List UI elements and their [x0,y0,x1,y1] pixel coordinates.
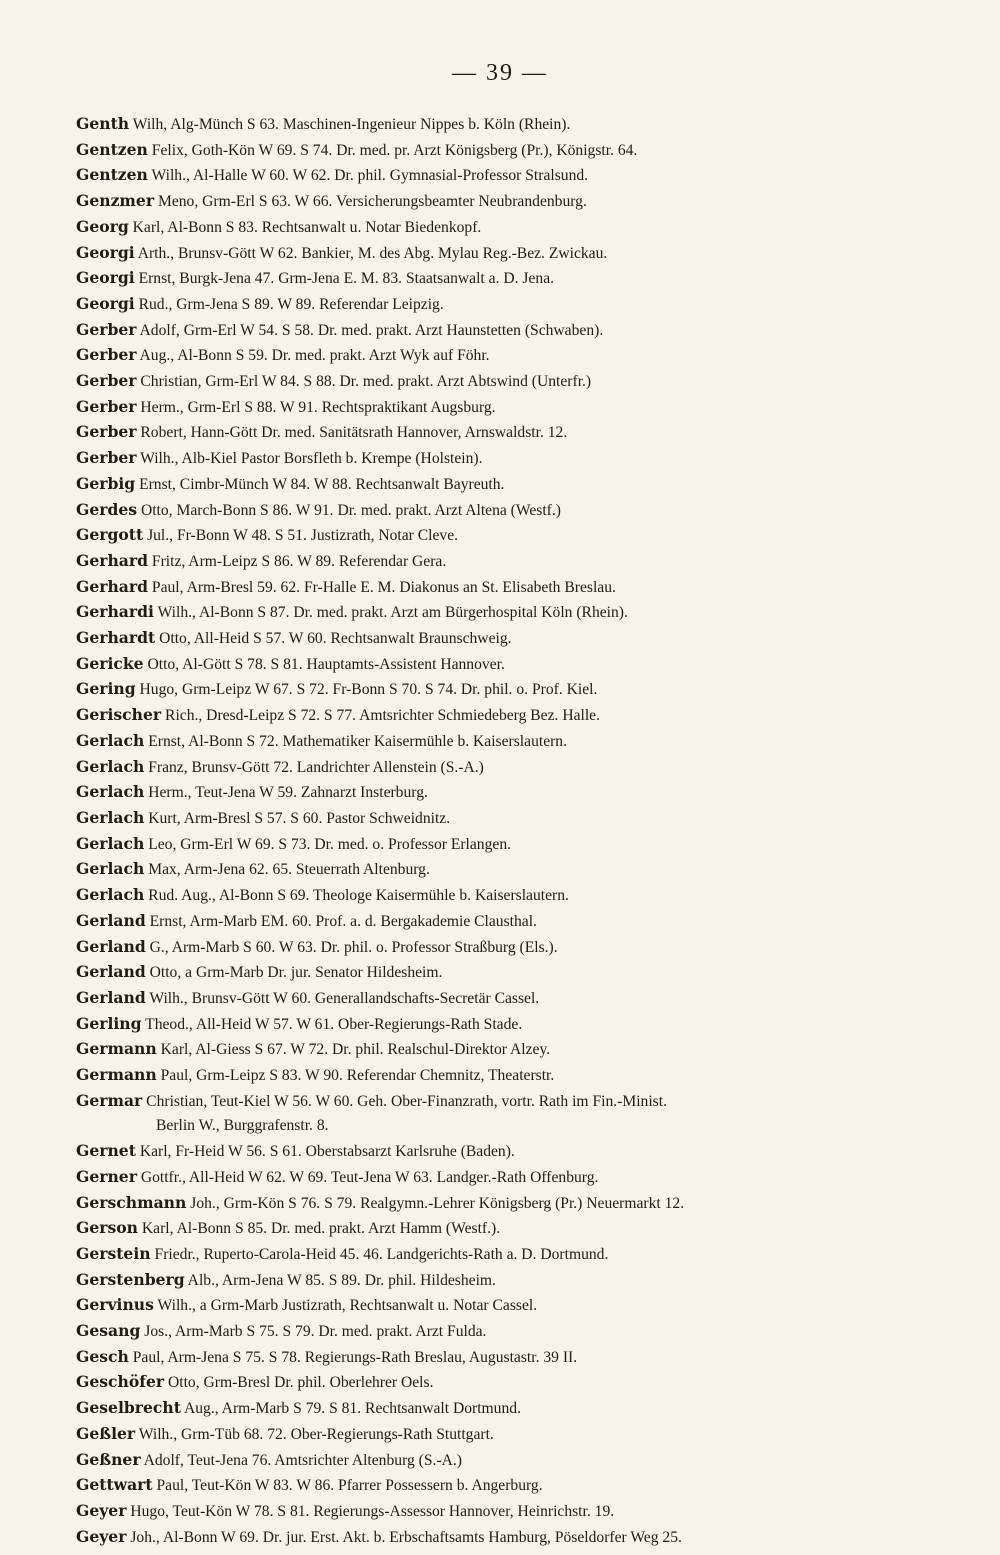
entry-details: Wilh., Brunsv-Gött W 60. Generallandschafts-Secretär Cassel. [145,989,540,1007]
register-entry [76,266,936,292]
register-entry [76,883,936,909]
register-entry [76,343,936,369]
entry-surname: Gesch [76,1346,129,1366]
entry-details: Karl, Al-Bonn S 83. Rechtsanwalt u. Notar Biedenkopf. [128,218,482,236]
entry-details: Arth., Brunsv-Gött W 62. Bankier, M. des Abg. Mylau Reg.-Bez. Zwickau. [134,244,608,262]
register-entry [76,215,936,241]
entry-details: Adolf, Teut-Jena 76. Amtsrichter Altenburg (S.-A.) [140,1451,462,1469]
entry-details: Paul, Arm-Jena S 75. S 78. Regierungs-Rath Breslau, Augustastr. 39 II. [128,1348,578,1366]
register-entry [76,780,936,806]
entry-details: Rich., Dresd-Leipz S 72. S 77. Amtsrichter Schmiedeberg Bez. Halle. [161,707,600,725]
entry-details: Aug., Al-Bonn S 59. Dr. med. prakt. Arzt Wyk auf Föhr. [136,347,490,365]
entry-details: Wilh., Grm-Tüb 68. 72. Ober-Regierungs-Rath Stuttgart. [135,1425,494,1443]
entry-surname: Gerstenberg [76,1269,185,1289]
register-entry [76,1319,936,1345]
entry-details: Herm., Grm-Erl S 88. W 91. Rechtspraktikant Augsburg. [136,398,496,416]
register-entry [76,395,936,421]
register-entry [76,1242,936,1268]
entry-surname: Gerstein [76,1243,151,1263]
entry-details: Jos., Arm-Marb S 75. S 79. Dr. med. prakt. Arzt Fulda. [140,1323,487,1341]
entry-details: Gottfr., All-Heid W 62. W 69. Teut-Jena W 63. Landger.-Rath Offenburg. [136,1168,599,1186]
entry-surname: Germar [76,1090,143,1110]
entry-continuation [76,1114,936,1139]
entry-details: Aug., Arm-Marb S 79. S 81. Rechtsanwalt Dortmund. [180,1400,521,1418]
entry-surname: Genth [76,114,130,133]
register-entry [76,600,936,626]
entry-details: Joh., Grm-Kön S 76. S 79. Realgymn.-Lehrer Königsberg (Pr.) Neuermarkt 12. [186,1194,685,1212]
entry-surname: Germann [76,1039,157,1059]
entry-surname: Geselbrecht [76,1398,181,1418]
register-entry [76,112,936,138]
register-entry [76,1139,936,1165]
entry-surname: Geßler [76,1423,136,1443]
entry-details: Otto, March-Bonn S 86. W 91. Dr. med. prakt. Arzt Altena (Westf.) [137,501,561,519]
register-entry [76,652,936,678]
register-entry [76,318,936,344]
entry-surname: Gerlach [76,756,145,776]
register-entry [76,909,936,935]
entry-details: Fritz, Arm-Leipz S 86. W 89. Referendar Gera. [148,552,447,570]
entry-surname: Germann [76,1065,157,1085]
entry-surname: Georgi [76,268,135,288]
entry-surname: Gerber [76,319,137,339]
entry-details: Karl, Fr-Heid W 56. S 61. Oberstabsarzt Karlsruhe (Baden). [135,1143,515,1161]
entry-details: Otto, a Grm-Marb Dr. jur. Senator Hildesheim. [145,964,443,982]
register-entry [76,1165,936,1191]
register-entry [76,446,936,472]
entry-surname: Gernet [76,1141,136,1161]
entry-surname: Gerber [76,371,137,391]
register-entry [76,1396,936,1422]
entry-details: Otto, Al-Gött S 78. S 81. Hauptamts-Assistent Hannover. [143,655,505,673]
entry-details: Felix, Goth-Kön W 69. S 74. Dr. med. pr. Arzt Königsberg (Pr.), Königstr. 64. [147,141,638,159]
register-entry [76,935,936,961]
entry-details: Max, Arm-Jena 62. 65. Steuerrath Altenburg. [144,861,430,879]
entry-surname: Gerland [76,962,146,982]
register-entry [76,189,936,215]
entry-details: Otto, All-Heid S 57. W 60. Rechtsanwalt Braunschweig. [155,630,512,648]
register-entry [76,241,936,267]
entry-details: Ernst, Al-Bonn S 72. Mathematiker Kaisermühle b. Kaiserslautern. [144,732,568,750]
entry-details: Christian, Grm-Erl W 84. S 88. Dr. med. prakt. Arzt Abtswind (Unterfr.) [136,373,592,391]
entry-surname: Georgi [76,242,135,262]
register-entry [76,857,936,883]
register-entry [76,420,936,446]
register-entry [76,755,936,781]
entry-details: Karl, Al-Giess S 67. W 72. Dr. phil. Realschul-Direktor Alzey. [156,1041,551,1059]
entry-surname: Gerson [76,1218,138,1238]
entry-details: Alb., Arm-Jena W 85. S 89. Dr. phil. Hildesheim. [184,1271,496,1289]
entry-surname: Gerlach [76,833,145,853]
entry-surname: Georg [76,216,129,236]
entry-surname: Gerlach [76,730,145,750]
register-entry [76,1089,936,1115]
entry-details: Jul., Fr-Bonn W 48. S 51. Justizrath, Notar Cleve. [143,527,459,545]
register-entry [76,369,936,395]
register-entry [76,138,936,164]
entry-details: Karl, Al-Bonn S 85. Dr. med. prakt. Arzt Hamm (Westf.). [137,1220,501,1238]
register-entry [76,472,936,498]
register-entry [76,292,936,318]
entry-surname: Gerlach [76,885,145,905]
entry-details: Theod., All-Heid W 57. W 61. Ober-Regierungs-Rath Stade. [141,1015,523,1033]
entry-surname: Gentzen [76,139,148,159]
entry-details: Herm., Teut-Jena W 59. Zahnarzt Insterburg. [144,784,428,802]
entry-surname: Gesang [76,1321,141,1341]
entry-details: Adolf, Grm-Erl W 54. S 58. Dr. med. prakt. Arzt Haunstetten (Schwaben). [136,321,604,339]
register-entry [76,1063,936,1089]
entry-details: Leo, Grm-Erl W 69. S 73. Dr. med. o. Professor Erlangen. [144,835,512,853]
entry-surname: Geßner [76,1449,141,1469]
entry-surname: Gerber [76,345,137,365]
register-entry [76,832,936,858]
entry-surname: Gerbig [76,473,136,493]
register-entry [76,1422,936,1448]
entry-surname: Gentzen [76,165,148,185]
register-entry [76,1345,936,1371]
register-entry [76,1216,936,1242]
register-entries [76,112,936,1550]
entry-surname: Gerber [76,396,137,416]
entry-details: Otto, Grm-Bresl Dr. phil. Oberlehrer Oels. [164,1374,434,1392]
entry-details: Christian, Teut-Kiel W 56. W 60. Geh. Ober-Finanzrath, vortr. Rath im Fin.-Minist. [142,1092,667,1110]
register-entry [76,549,936,575]
entry-surname: Gerhardt [76,628,156,648]
register-entry [76,1370,936,1396]
entry-details: Paul, Grm-Leipz S 83. W 90. Referendar Chemnitz, Theaterstr. [156,1067,555,1085]
register-entry [76,1191,936,1217]
register-entry [76,163,936,189]
register-entry [76,703,936,729]
entry-details: Ernst, Burgk-Jena 47. Grm-Jena E. M. 83. Staatsanwalt a. D. Jena. [134,270,555,288]
entry-surname: Gerhardi [76,602,154,622]
register-entry [76,806,936,832]
register-entry [76,575,936,601]
register-entry [76,986,936,1012]
entry-details: Kurt, Arm-Bresl S 57. S 60. Pastor Schweidnitz. [144,809,451,827]
entry-surname: Gerland [76,910,146,930]
entry-surname: Gerschmann [76,1192,187,1212]
register-entry [76,1012,936,1038]
entry-details: Rud. Aug., Al-Bonn S 69. Theologe Kaisermühle b. Kaiserslautern. [144,887,569,905]
entry-surname: Gerischer [76,705,162,725]
entry-details: Paul, Arm-Bresl 59. 62. Fr-Halle E. M. Diakonus an St. Elisabeth Breslau. [148,578,616,596]
entry-details: Wilh., Al-Halle W 60. W 62. Dr. phil. Gymnasial-Professor Stralsund. [147,167,589,185]
entry-surname: Gerner [76,1166,137,1186]
entry-surname: Gerland [76,987,146,1007]
entry-details: Meno, Grm-Erl S 63. W 66. Versicherungsbeamter Neubrandenburg. [154,193,587,211]
register-entry [76,498,936,524]
entry-surname: Gerlach [76,807,145,827]
register-entry [76,1473,936,1499]
entry-surname: Gerlach [76,782,145,802]
entry-surname: Georgi [76,293,135,313]
entry-surname: Geschöfer [76,1372,165,1392]
entry-surname: Gerhard [76,550,149,570]
register-entry [76,1037,936,1063]
register-entry [76,960,936,986]
entry-surname: Gettwart [76,1475,153,1495]
entry-details: Paul, Teut-Kön W 83. W 86. Pfarrer Possessern b. Angerburg. [152,1477,543,1495]
register-entry [76,729,936,755]
register-entry [76,523,936,549]
entry-details: Berlin W., Burggrafenstr. 8. [156,1117,329,1135]
entry-surname: Gerber [76,448,137,468]
register-entry [76,1448,936,1474]
entry-surname: Genzmer [76,191,155,211]
entry-surname: Gervinus [76,1295,154,1315]
register-entry [76,1293,936,1319]
entry-details: Robert, Hann-Gött Dr. med. Sanitätsrath Hannover, Arnswaldstr. 12. [136,424,568,442]
entry-details: Rud., Grm-Jena S 89. W 89. Referendar Leipzig. [134,295,444,313]
entry-surname: Gericke [76,653,144,673]
entry-surname: Gerhard [76,576,149,596]
entry-details: Ernst, Arm-Marb EM. 60. Prof. a. d. Bergakademie Clausthal. [145,912,537,930]
entry-details: Wilh., Al-Bonn S 87. Dr. med. prakt. Arzt am Bürgerhospital Köln (Rhein). [153,604,628,622]
entry-details: Hugo, Teut-Kön W 78. S 81. Regierungs-Assessor Hannover, Heinrichstr. 19. [126,1502,615,1520]
entry-surname: Gergott [76,525,144,545]
entry-details: G., Arm-Marb S 60. W 63. Dr. phil. o. Professor Straßburg (Els.). [145,938,558,956]
entry-details: Franz, Brunsv-Gött 72. Landrichter Allenstein (S.-A.) [144,758,484,776]
entry-details: Friedr., Ruperto-Carola-Heid 45. 46. Landgerichts-Rath a. D. Dortmund. [150,1245,609,1263]
entry-surname: Gerlach [76,859,145,879]
entry-surname: Geyer [76,1526,127,1546]
entry-surname: Geyer [76,1500,127,1520]
register-entry [76,626,936,652]
register-entry [76,677,936,703]
entry-details: Ernst, Cimbr-Münch W 84. W 88. Rechtsanwalt Bayreuth. [135,475,505,493]
entry-surname: Gering [76,679,136,699]
entry-surname: Gerber [76,422,137,442]
register-entry [76,1268,936,1294]
entry-details: Wilh., a Grm-Marb Justizrath, Rechtsanwalt u. Notar Cassel. [153,1297,538,1315]
entry-details: Wilh., Alb-Kiel Pastor Borsfleth b. Krempe (Holstein). [136,450,483,468]
entry-details: Hugo, Grm-Leipz W 67. S 72. Fr-Bonn S 70. S 74. Dr. phil. o. Prof. Kiel. [135,681,598,699]
entry-details: Wilh, Alg-Münch S 63. Maschinen-Ingenieur Nippes b. Köln (Rhein). [129,116,571,133]
entry-surname: Gerland [76,936,146,956]
page-number: — 39 — [452,60,548,86]
register-entry [76,1499,936,1525]
entry-surname: Gerdes [76,499,138,519]
register-entry [76,1525,936,1551]
entry-surname: Gerling [76,1013,142,1033]
entry-details: Joh., Al-Bonn W 69. Dr. jur. Erst. Akt. b. Erbschaftsamts Hamburg, Pöseldorfer Weg 25. [126,1528,682,1546]
